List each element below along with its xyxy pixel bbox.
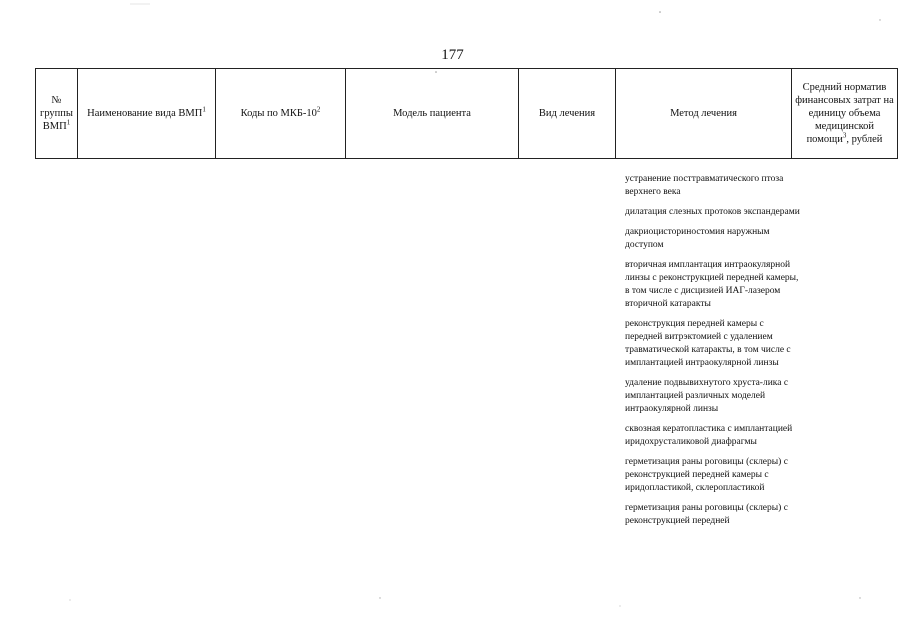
table-header bbox=[35, 68, 898, 159]
header-average-cost bbox=[792, 69, 898, 159]
treatment-methods-list bbox=[625, 173, 803, 535]
header-group-number-label: № группы ВМП bbox=[40, 95, 73, 132]
header-patient-model bbox=[346, 69, 519, 159]
header-icd-codes-label: Коды по МКБ-10 bbox=[240, 108, 317, 119]
method-item: дилатация слезных протоков экспандерами bbox=[625, 207, 800, 217]
header-treatment-method bbox=[616, 69, 792, 159]
header-patient-model-label: Модель пациента bbox=[393, 108, 471, 119]
method-item: герметизация раны роговицы (склеры) с реконструкцией передней bbox=[625, 503, 788, 526]
method-item: дакриоцисториностомия наружным доступом bbox=[625, 227, 770, 250]
footnote-3-marker: 3 bbox=[842, 131, 847, 140]
method-item: герметизация раны роговицы (склеры) с реконструкцией передней камеры с иридопластикой, склеропластикой bbox=[625, 457, 788, 493]
page-number: 177 bbox=[441, 47, 464, 63]
footnote-1-marker: 1 bbox=[202, 105, 206, 114]
header-average-cost-unit: , рублей bbox=[846, 134, 883, 145]
footnote-2-marker: 2 bbox=[316, 105, 321, 114]
method-item: сквозная кератопластика с имплантацией иридохрусталиковой диафрагмы bbox=[625, 424, 793, 447]
method-item: устранение посттравматического птоза верхнего века bbox=[625, 174, 784, 197]
header-average-cost-label: Средний норматив финансовых затрат на единицу объема медицинской помощи bbox=[795, 82, 894, 145]
method-item: реконструкция передней камеры с передней витрэктомией с удалением травматической катаракты, в том числе с имплантацией интраокулярной линзы bbox=[625, 319, 791, 368]
header-treatment-type-label: Вид лечения bbox=[538, 108, 596, 119]
header-icd-codes bbox=[216, 69, 346, 159]
method-item: вторичная имплантация интраокулярной линзы с реконструкцией передней камеры, в том числе с дисцизией ИАГ-лазером вторичной катаракты bbox=[625, 260, 799, 309]
footnote-1-marker: 1 bbox=[66, 118, 71, 127]
header-treatment-method-label: Метод лечения bbox=[670, 108, 737, 119]
header-group-number bbox=[36, 69, 78, 159]
method-item: удаление подвывихнутого хруста-лика с имплантацией различных моделей интраокулярной линзы bbox=[625, 378, 789, 414]
header-vmp-name bbox=[78, 69, 216, 159]
header-vmp-name-label: Наименование вида ВМП bbox=[87, 108, 203, 119]
header-treatment-type bbox=[519, 69, 616, 159]
